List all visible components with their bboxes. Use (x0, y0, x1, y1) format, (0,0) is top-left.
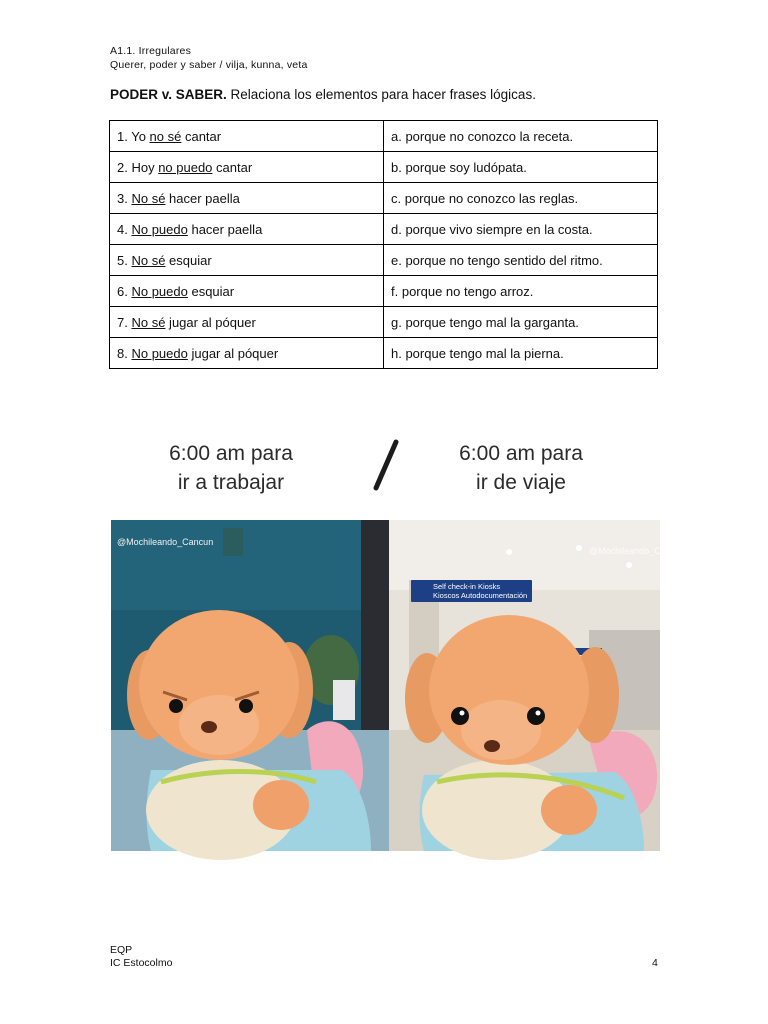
watermark-left: @Mochileando_Cancun (117, 537, 214, 547)
underlined-verb: No puedo (131, 283, 188, 299)
sentence-start-cell (110, 121, 384, 152)
instruction-text: Relaciona los elementos para hacer frases lógicas. (226, 87, 536, 102)
table-row (110, 121, 658, 152)
underlined-verb: no sé (149, 128, 182, 144)
photo-happy-plush-airport (389, 520, 686, 851)
sentence-number: 2. Hoy (117, 159, 159, 175)
footer-initials: EQP (110, 944, 133, 956)
sentence-ending-cell: d. porque vivo siempre en la costa. (384, 214, 658, 245)
sentence-ending-cell: b. porque soy ludópata. (384, 152, 658, 183)
sentence-rest: esquiar (187, 283, 235, 299)
sign-line2: Kioscos Autodocumentación (433, 591, 528, 600)
page-footer (110, 944, 172, 970)
sentence-number: 4. (117, 221, 132, 237)
table-row (110, 245, 658, 276)
underlined-verb: No sé (131, 314, 166, 330)
sentence-ending-cell: h. porque tengo mal la pierna. (384, 338, 658, 369)
caption-left-line2: ir a trabajar (177, 471, 285, 494)
sentence-ending-cell: g. porque tengo mal la garganta. (384, 307, 658, 338)
sentence-number: 8. (117, 345, 132, 361)
exercise-instruction (110, 87, 536, 102)
meme-caption-band (111, 435, 660, 520)
underlined-verb: No puedo (131, 221, 188, 237)
header-topic: Querer, poder y saber / vilja, kunna, veta (110, 59, 308, 71)
table-row (110, 183, 658, 214)
caption-right-line2: ir de viaje (476, 471, 566, 494)
watermark-right: @Mochileando_Cancun (589, 546, 686, 556)
table-row (110, 276, 658, 307)
sentence-ending-cell: f. porque no tengo arroz. (384, 276, 658, 307)
grumpy-plush-illustration (111, 520, 389, 851)
sentence-number: 6. (117, 283, 132, 299)
sentence-start-cell (110, 214, 384, 245)
sentence-rest: esquiar (165, 252, 212, 268)
happy-plush-illustration (389, 520, 660, 851)
sentence-number: 3. (117, 190, 132, 206)
caption-left-line1: 6:00 am para (169, 442, 293, 465)
page-number: 4 (652, 957, 658, 969)
table-row (110, 338, 658, 369)
sentence-start-cell (110, 276, 384, 307)
table-row (110, 307, 658, 338)
photo-grumpy-plush (111, 520, 389, 851)
underlined-verb: no puedo (158, 159, 213, 175)
sentence-number: 5. (117, 252, 132, 268)
sentence-rest: hacer paella (187, 221, 263, 237)
sentence-start-cell (110, 245, 384, 276)
caption-right (401, 439, 641, 497)
sentence-start-cell (110, 183, 384, 214)
sentence-ending-cell: e. porque no tengo sentido del ritmo. (384, 245, 658, 276)
sentence-rest: hacer paella (165, 190, 240, 206)
underlined-verb: No sé (131, 190, 166, 206)
caption-left (111, 439, 351, 497)
instruction-title: PODER v. SABER. (110, 87, 227, 102)
sentence-rest: cantar (212, 159, 253, 175)
sentence-rest: cantar (181, 128, 222, 144)
sentence-number: 7. (117, 314, 132, 330)
sentence-ending-cell: c. porque no conozco las reglas. (384, 183, 658, 214)
slash-divider-icon (369, 439, 403, 491)
table-row (110, 214, 658, 245)
underlined-verb: No puedo (131, 345, 188, 361)
matching-table (109, 120, 658, 369)
sentence-rest: jugar al póquer (165, 314, 256, 330)
sentence-start-cell (110, 152, 384, 183)
sentence-start-cell (110, 338, 384, 369)
underlined-verb: No sé (131, 252, 166, 268)
page-header (110, 44, 308, 72)
sentence-number: 1. Yo (117, 128, 150, 144)
table-row (110, 152, 658, 183)
sentence-start-cell (110, 307, 384, 338)
caption-right-line1: 6:00 am para (459, 442, 583, 465)
header-course-code: A1.1. Irregulares (110, 45, 192, 57)
meme-image (111, 435, 686, 851)
airport-sign (411, 580, 532, 602)
sentence-ending-cell: a. porque no conozco la receta. (384, 121, 658, 152)
footer-institution: IC Estocolmo (110, 957, 173, 969)
sign-line1: Self check-in Kiosks (433, 582, 501, 591)
sentence-rest: jugar al póquer (187, 345, 279, 361)
